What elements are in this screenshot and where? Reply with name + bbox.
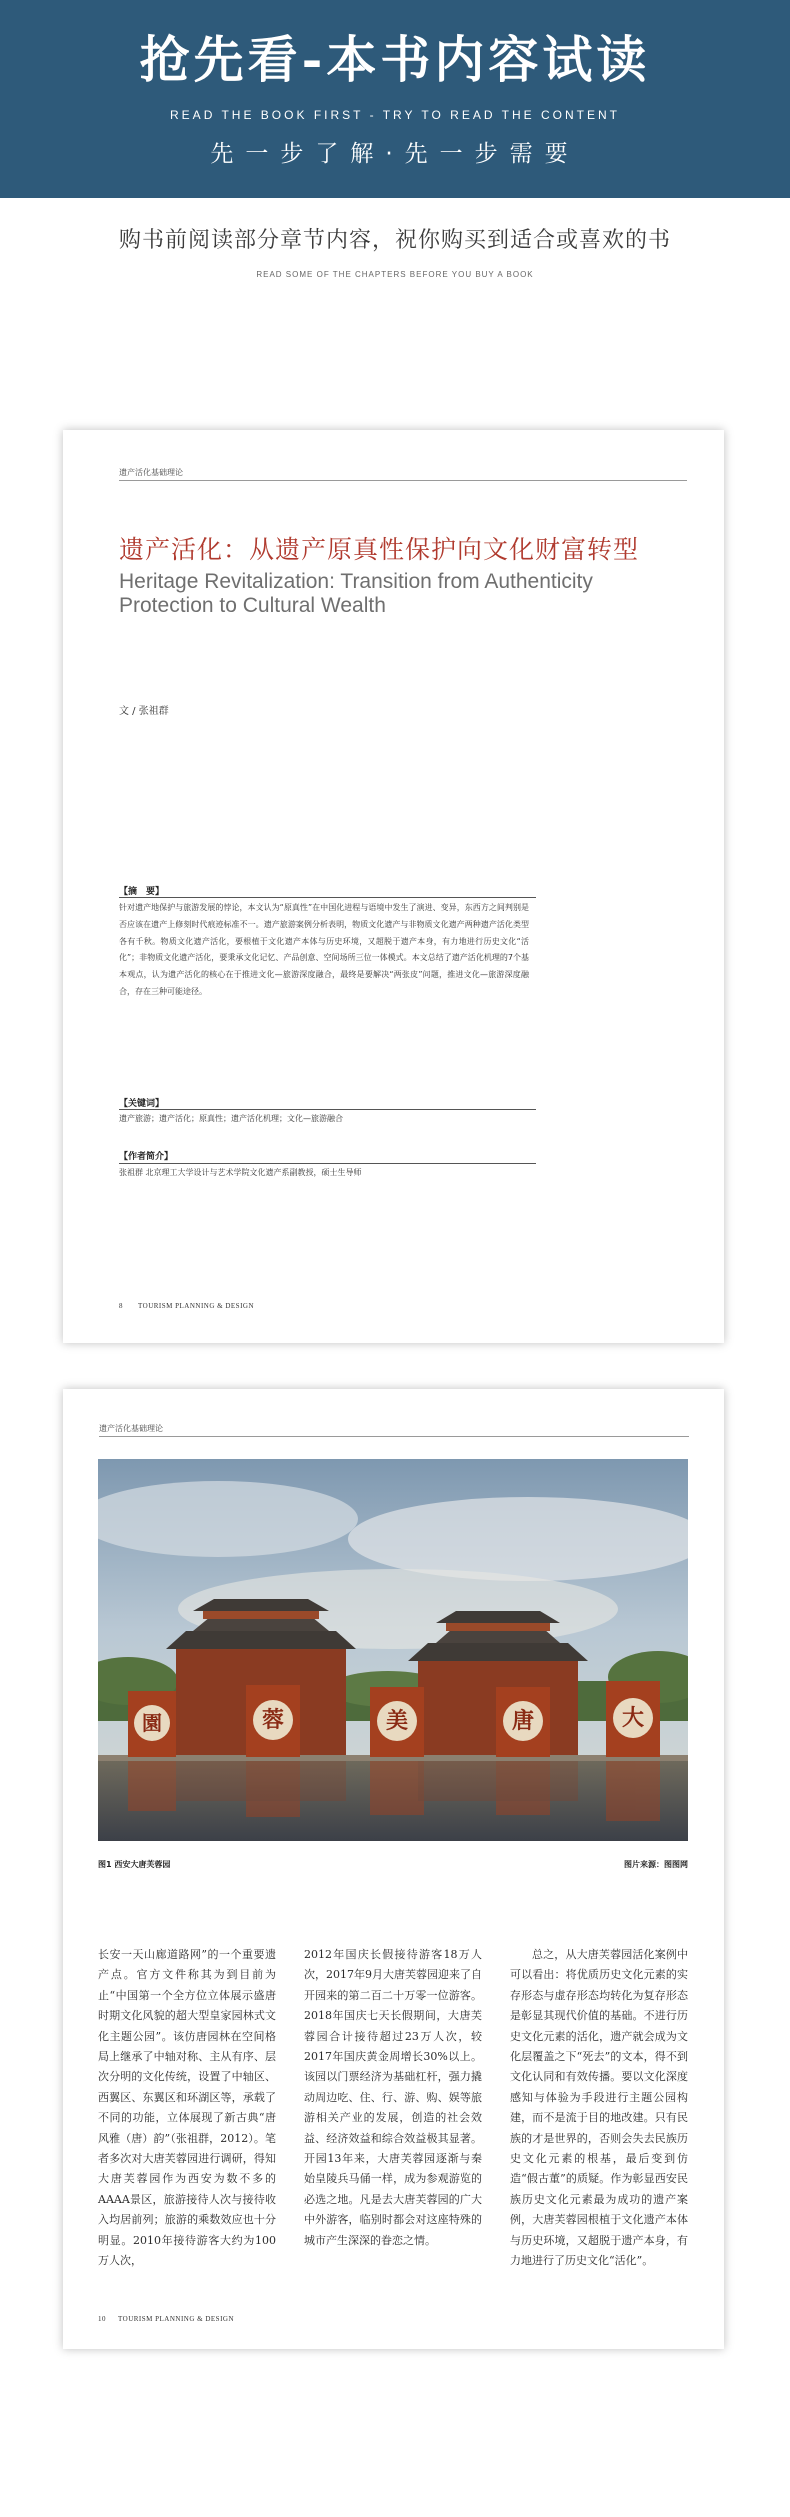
article-title-en: Heritage Revitalization: Transition from Authenticity Protection to Cultural Wealth bbox=[119, 570, 593, 617]
footer-magazine: TOURISM PLANNING & DESIGN bbox=[138, 1302, 255, 1310]
footer-page-number: 10 bbox=[98, 2315, 106, 2323]
header-rule bbox=[119, 480, 687, 481]
keywords-rule bbox=[119, 1109, 536, 1110]
article-author: 文 / 张祖群 bbox=[119, 706, 169, 717]
header-rule bbox=[99, 1436, 689, 1437]
author-info-label: 【作者简介】 bbox=[119, 1152, 174, 1162]
banner-subtitle-en: READ THE BOOK FIRST - TRY TO READ THE CONTENT bbox=[170, 108, 620, 122]
abstract-label: 【摘 要】 bbox=[119, 887, 165, 897]
running-head: 遗产活化基础理论 bbox=[99, 1424, 163, 1433]
signboard-char-3: 美 bbox=[385, 1708, 409, 1734]
abstract-rule bbox=[119, 897, 536, 898]
photo-credit: 图片来源：图图网 bbox=[624, 1860, 688, 1869]
banner-slogan: 先一步了解·先一步需要 bbox=[210, 141, 580, 167]
signboard-char-4: 唐 bbox=[511, 1708, 535, 1734]
photo-caption: 图1 西安大唐芙蓉园 bbox=[98, 1860, 171, 1869]
book-page-2 bbox=[63, 1389, 724, 2349]
header-banner bbox=[0, 0, 790, 198]
keywords-label: 【关键词】 bbox=[119, 1099, 165, 1109]
intro-text-cn: 购书前阅读部分章节内容，祝你购买到适合或喜欢的书 bbox=[118, 228, 671, 253]
footer-magazine: TOURISM PLANNING & DESIGN bbox=[118, 2315, 235, 2323]
author-info-rule bbox=[119, 1163, 536, 1164]
footer-page-number: 8 bbox=[119, 1302, 123, 1310]
photo-illustration bbox=[98, 1459, 688, 1841]
photo-tang-paradise bbox=[98, 1459, 688, 1841]
signboard-char-2: 蓉 bbox=[261, 1707, 285, 1733]
body-column-2: 2012年国庆长假接待游客18万人次，2017年9月大唐芙蓉园迎来了自开园来的第二百二十万零一位游客。2018年国庆七天长假期间，大唐芙蓉园合计接待超过23万人次，较2017年国庆黄金周增长30%以上。该园以门票经济为基础杠杆，强力撬动周边吃、住、行、游、购、娱等旅游相关产业的发展，创造的社会效益、经济效益和综合效益极其显著。开园13年来，大唐芙蓉园逐渐与秦始皇陵兵马俑一样，成为参观游览的必选之地。凡是去大唐芙蓉园的广大中外游客，临别时都会对这座特殊的城市产生深深的眷恋之情。 bbox=[304, 1948, 482, 2247]
body-column-1: 长安一天山廊道路网”的一个重要遗产点。官方文件称其为到目前为止“中国第一个全方位立体展示盛唐时期文化风貌的超大型皇家园林式文化主题公园”。该仿唐园林在空间格局上继承了中轴对称、主从有序、层次分明的文化传统，设置了中轴区、西翼区、东翼区和环湖区等，承载了不同的功能，立体展现了新古典“唐风雅（唐）韵”（张祖群，2012）。笔者多次对大唐芙蓉园进行调研，得知大唐芙蓉园作为西安为数不多的AAAA景区，旅游接待人次与接待收入均居前列；旅游的乘数效应也十分明显。2010年接待游客大约为100万人次， bbox=[98, 1948, 276, 2268]
signboard-char-1: 園 bbox=[142, 1711, 162, 1735]
author-info-text: 张祖群 北京理工大学设计与艺术学院文化遗产系副教授，硕士生导师 bbox=[119, 1168, 362, 1177]
abstract-text: 针对遗产地保护与旅游发展的悖论，本文认为“原真性”在中国化进程与语境中发生了演进、变异，东西方之间判别是否应该在遗产上修刻时代痕迹标准不一。遗产旅游案例分析表明，物质文化遗产与非物质文化遗产两种遗产活化类型各有千秋。物质文化遗产活化，要根植于文化遗产本体与历史环境，又超脱于遗产本身，有力地进行历史文化“活化”；非物质文化遗产活化，要秉承文化记忆、产品创意、空间场所三位一体模式。本文总结了遗产活化机理的7个基本观点，认为遗产活化的核心在于推进文化—旅游深度融合，最终是要解决“两张皮”问题，推进文化—旅游深度融合，存在三种可能途径。 bbox=[119, 903, 529, 996]
banner-title: 抢先看-本书内容试读 bbox=[139, 30, 651, 89]
running-head: 遗产活化基础理论 bbox=[119, 468, 183, 477]
intro-text-en: READ SOME OF THE CHAPTERS BEFORE YOU BUY A BOOK bbox=[256, 270, 534, 279]
signboard-char-5: 大 bbox=[621, 1705, 645, 1731]
article-title-cn: 遗产活化：从遗产原真性保护向文化财富转型 bbox=[119, 535, 640, 564]
body-column-3: 总之，从大唐芙蓉园活化案例中可以看出：将优质历史文化元素的实存形态与虚存形态均转化为复存形态是彰显其现代价值的基础。不进行历史文化元素的活化，遗产就会成为文化层覆盖之下“死去”的文本，得不到文化认同和有效传播。要以文化深度感知与体验为手段进行主题公园构建，而不是流于目的地改建。只有民族的才是世界的，否则会失去民族历史文化元素的根基，最后变到仿造“假古董”的质疑。作为彰显西安民族历史文化元素最为成功的遗产案例，大唐芙蓉园根植于文化遗产本体与历史环境，又超脱于遗产本身，有力地进行了历史文化“活化”。 bbox=[510, 1948, 688, 2268]
book-page-1 bbox=[63, 430, 724, 1343]
keywords-text: 遗产旅游；遗产活化；原真性；遗产活化机理；文化—旅游融合 bbox=[119, 1114, 343, 1123]
